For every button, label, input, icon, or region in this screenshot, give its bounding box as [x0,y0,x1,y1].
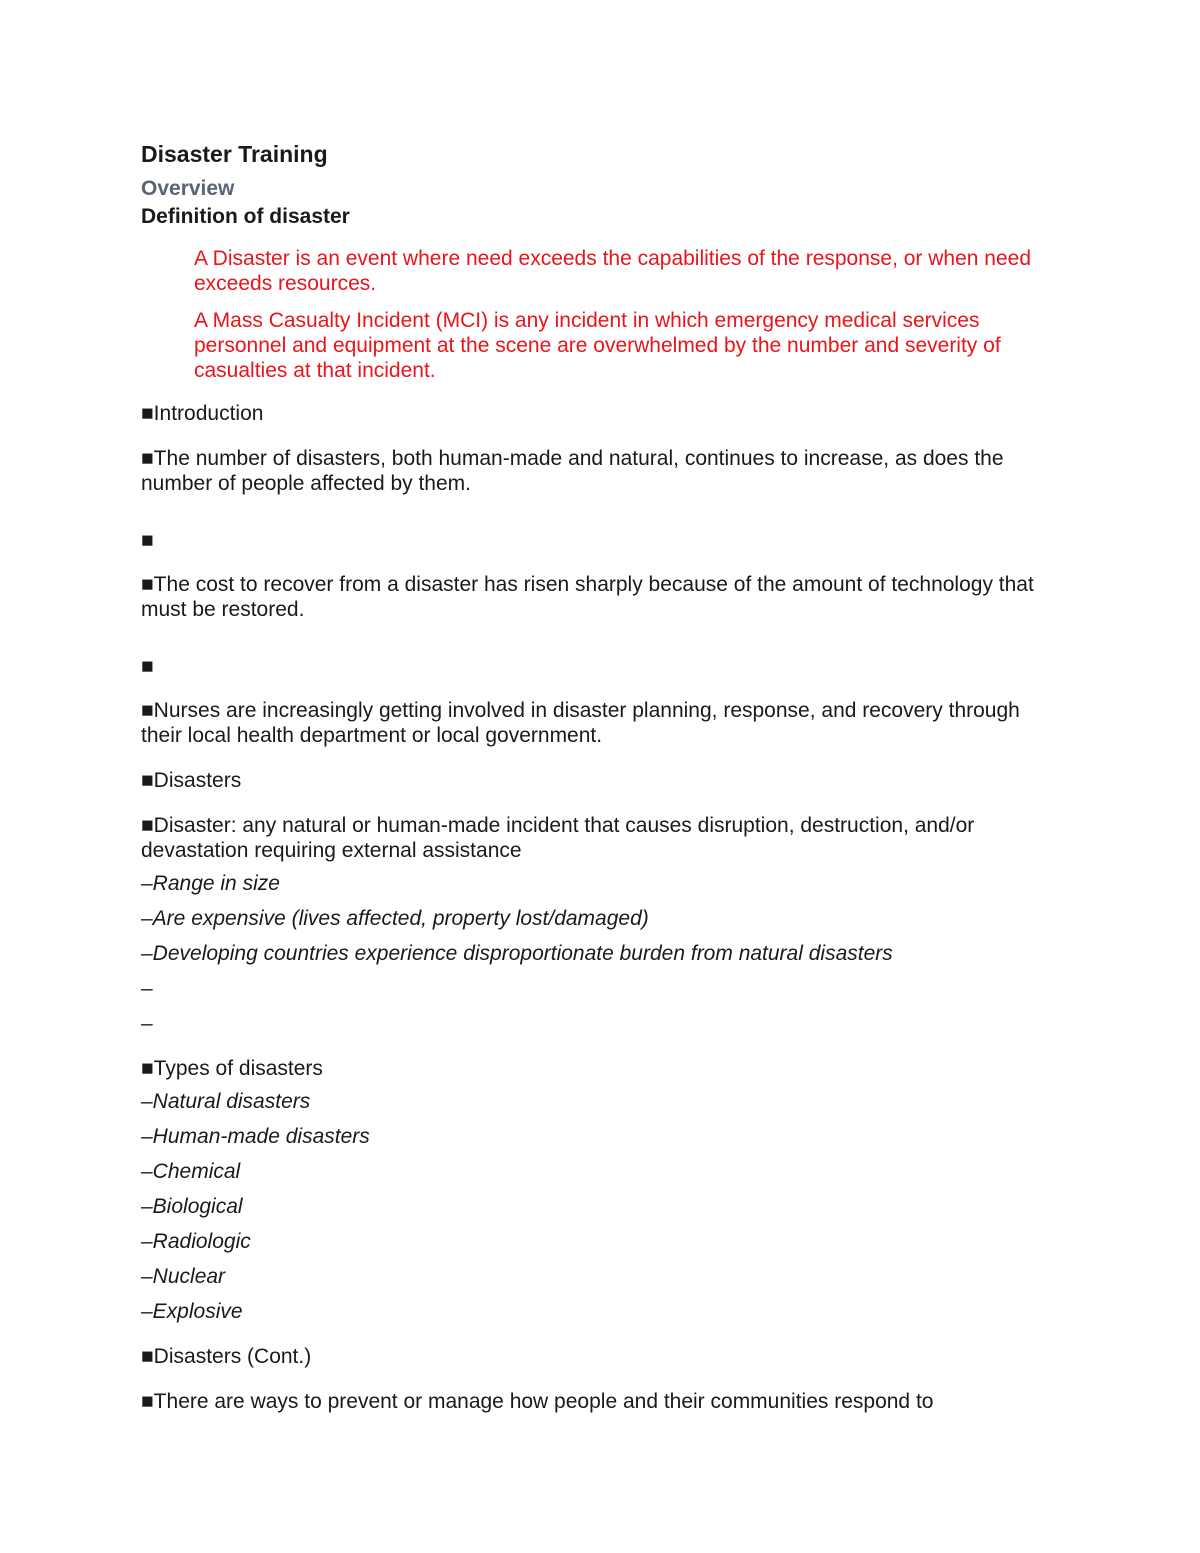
intro-paragraph-2: ■The cost to recover from a disaster has risen sharply because of the amount of technology that must be restored. [141,573,1034,621]
document-title: Disaster Training [141,141,328,167]
list-item: – [141,1012,153,1035]
disasters-cont-paragraph: ■There are ways to prevent or manage how people and their communities respond to [141,1390,934,1413]
document-content [141,140,1061,1414]
list-item: –Range in size [141,872,280,895]
list-item: –Human-made disasters [141,1125,370,1148]
types-heading: ■Types of disasters [141,1057,323,1080]
disasters-heading: ■Disasters [141,769,242,792]
list-item: –Radiologic [141,1230,251,1253]
intro-empty-bullet-2: ■ [141,655,154,678]
list-item: –Nuclear [141,1265,226,1288]
list-item: –Developing countries experience disproportionate burden from natural disasters [141,942,893,965]
list-item: – [141,977,153,1000]
disaster-definition: A Disaster is an event where need exceeds the capabilities of the response, or when need exceeds resources. [194,247,1032,295]
overview-heading: Overview [141,177,235,200]
list-item: –Are expensive (lives affected, property lost/damaged) [141,907,649,930]
disaster-definition-paragraph: ■Disaster: any natural or human-made incident that causes disruption, destruction, and/or devastation requiring external assistance [141,814,975,862]
definition-heading: Definition of disaster [141,205,350,228]
list-item: –Natural disasters [141,1090,311,1113]
list-item: –Biological [141,1195,243,1218]
intro-empty-bullet-1: ■ [141,529,154,552]
list-item: –Explosive [141,1300,243,1323]
disasters-cont-heading: ■Disasters (Cont.) [141,1345,312,1368]
list-item: –Chemical [141,1160,241,1183]
mci-definition: A Mass Casualty Incident (MCI) is any incident in which emergency medical services personnel and equipment at the scene are overwhelmed by the number and severity of casualties at that incident. [194,309,1001,382]
intro-paragraph-1: ■The number of disasters, both human-made and natural, continues to increase, as does the number of people affected by them. [141,447,1004,495]
intro-paragraph-3: ■Nurses are increasingly getting involved in disaster planning, response, and recovery through their local health department or local government. [141,699,1020,747]
introduction-heading: ■Introduction [141,402,264,425]
